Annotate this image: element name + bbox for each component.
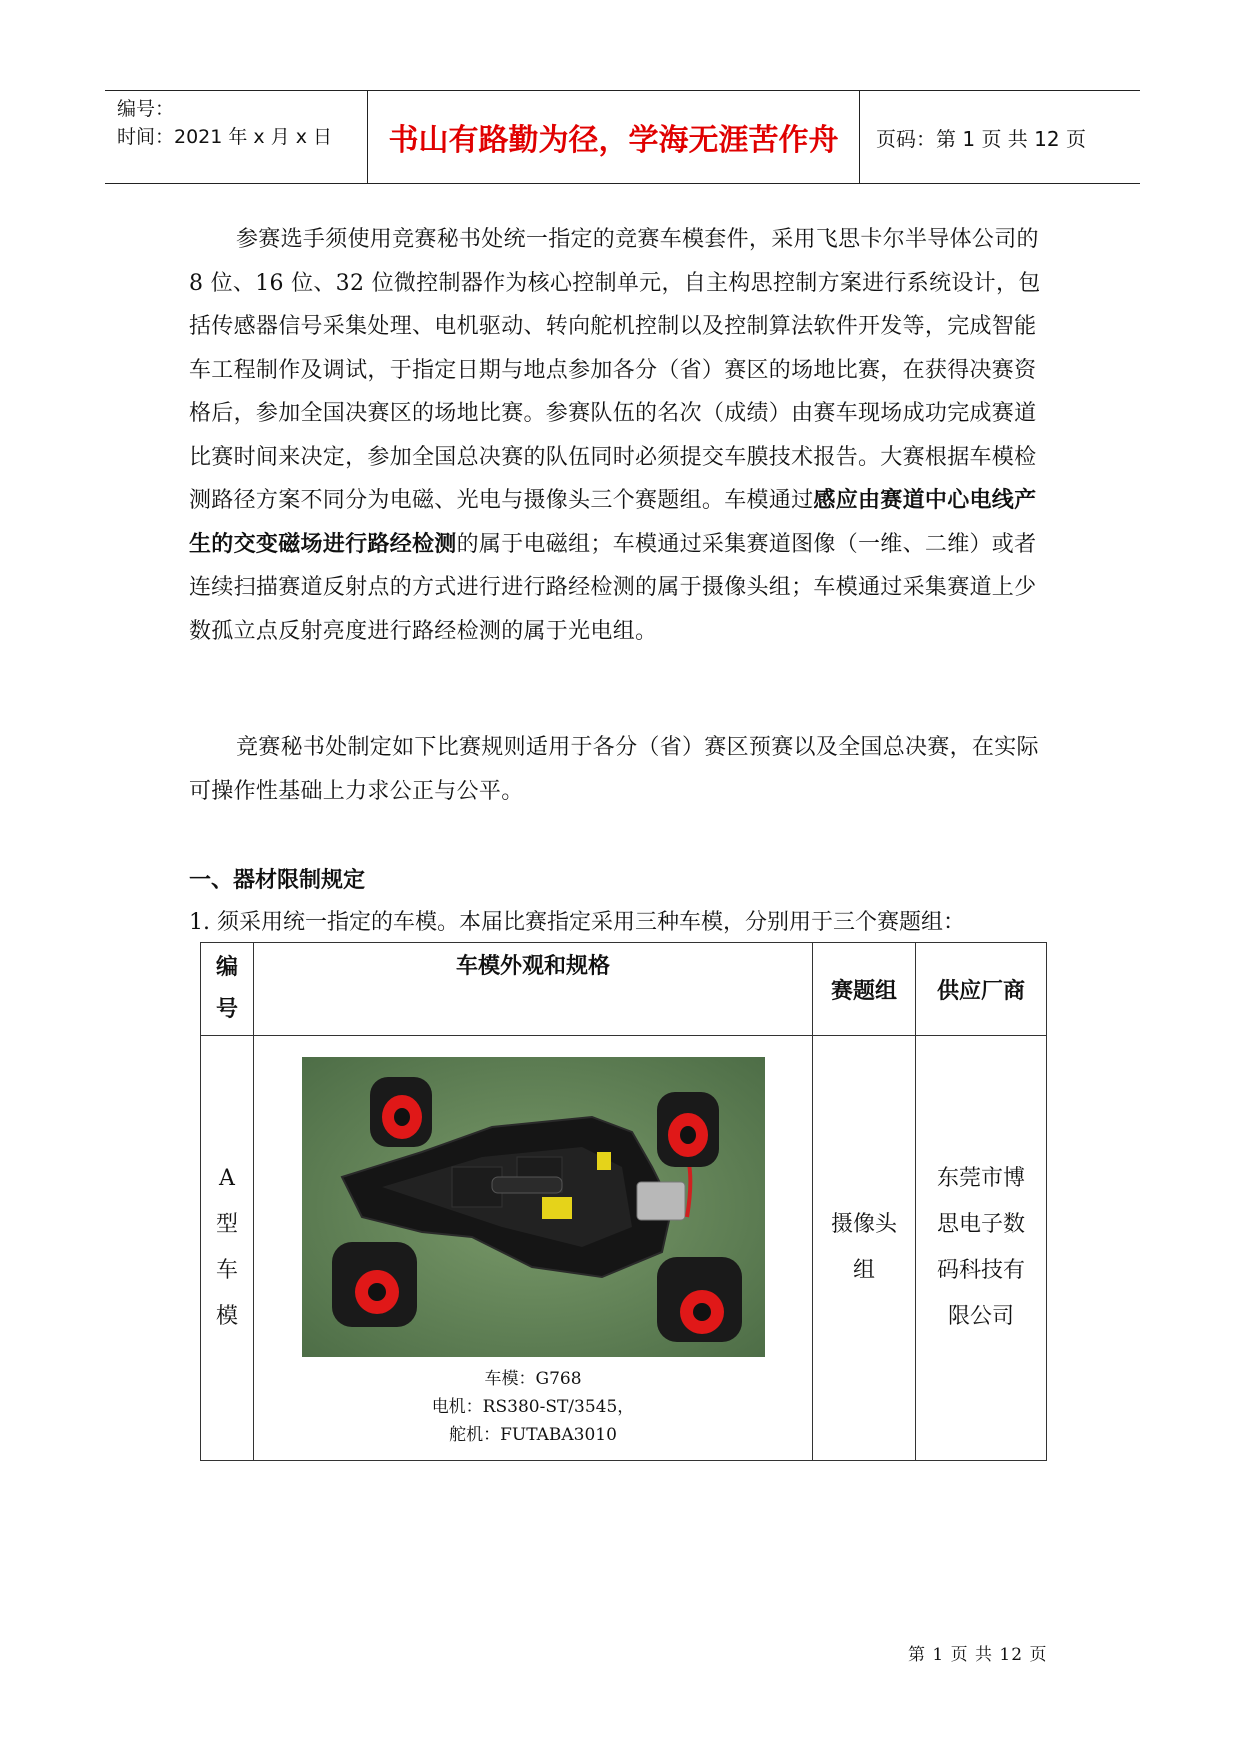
intro-paragraph-2: 竞赛秘书处制定如下比赛规则适用于各分（省）赛区预赛以及全国总决赛，在实际可操作性基础上力求公正与公平。	[189, 735, 1039, 804]
wheel-rear-right	[657, 1257, 742, 1342]
list-item-1: 1. 须采用统一指定的车模。本届比赛指定采用三种车模，分别用于三个赛题组：	[189, 910, 965, 935]
row-a-supplier-2: 思电子数	[936, 1212, 1025, 1237]
header-time: 时间：2021 年 x 月 x 日	[117, 126, 333, 148]
row-a-number	[201, 1036, 254, 1461]
row-a-spec	[254, 1036, 813, 1461]
header-number: 编号：	[117, 98, 175, 120]
row-a-group-1: 摄像头	[830, 1212, 897, 1237]
intro-text-bold: 感应由赛道中心电线产生的交变磁场进行路经检测	[189, 488, 1037, 557]
wheel-front-right	[657, 1092, 719, 1167]
row-a-number-3: 车	[215, 1258, 238, 1283]
row-a-number-4: 模	[215, 1304, 238, 1329]
row-a-supplier-4: 限公司	[947, 1304, 1014, 1329]
row-a-supplier	[916, 1036, 1047, 1461]
col-header-supplier: 供应厂商	[916, 943, 1047, 1036]
row-a-supplier-1: 东莞市博	[936, 1166, 1025, 1191]
car-model-table	[200, 942, 1047, 1461]
caption-model: 车模：G768	[484, 1369, 582, 1389]
intro-text-a: 参赛选手须使用竞赛秘书处统一指定的竞赛车模套件，采用飞思卡尔半导体公司的 8 位、16 位、32 位微控制器作为核心控制单元，自主构思控制方案进行系统设计，包括传感器信号采集处理、电机驱动、转向舵机控制以及控制算法软件开发等，完成智能车工程制作及调试，于指定日期与地点参加各分（省）赛区的场地比赛，在获得决赛资格后，参加全国决赛区的场地比赛。参赛队伍的名次（成绩）由赛车现场成功完成赛道比赛时间来决定，参加全国总决赛的队伍同时必须提交车膜技术报告。大赛根据车模检测路径方案不同分为电磁、光电与摄像头三个赛题组。车模通过	[189, 227, 1041, 513]
header-meta	[105, 91, 367, 183]
wheel-front-left	[370, 1077, 432, 1147]
intro-paragraph-1	[189, 218, 1054, 653]
page-header	[105, 90, 1140, 184]
col-header-number-2: 号	[215, 997, 238, 1022]
car-model-caption	[254, 1365, 812, 1453]
col-header-spec: 车模外观和规格	[254, 943, 813, 1036]
row-a-supplier-3: 码科技有	[936, 1258, 1025, 1283]
wheel-rear-left	[332, 1242, 417, 1327]
row-a-number-1: A	[219, 1166, 235, 1191]
row-a-group	[813, 1036, 916, 1461]
col-header-group: 赛题组	[813, 943, 916, 1036]
caption-motor: 电机：RS380-ST/3545，	[431, 1397, 635, 1417]
row-a-group-2: 组	[852, 1258, 875, 1283]
header-motto: 书山有路勤为径，学海无涯苦作舟	[367, 91, 860, 183]
header-page: 页码：第 1 页 共 12 页	[876, 126, 1086, 151]
caption-servo: 舵机：FUTABA3010	[449, 1425, 617, 1445]
section-heading: 一、器材限制规定	[189, 868, 366, 893]
table-row	[201, 1036, 1047, 1461]
row-a-number-2: 型	[215, 1212, 238, 1237]
page-footer: 第 1 页 共 12 页	[908, 1645, 1048, 1665]
table-header-row	[201, 943, 1047, 1036]
car-model-photo	[302, 1057, 765, 1357]
col-header-number	[201, 943, 254, 1036]
col-header-number-1: 编	[215, 955, 238, 980]
intro-text-b: 的属于电磁组；车模通过采集赛道图像（一维、二维）或者连续扫描赛道反射点的方式进行进行路经检测的属于摄像头组；车模通过采集赛道上少数孤立点反射亮度进行路经检测的属于光电组。	[189, 531, 1037, 644]
